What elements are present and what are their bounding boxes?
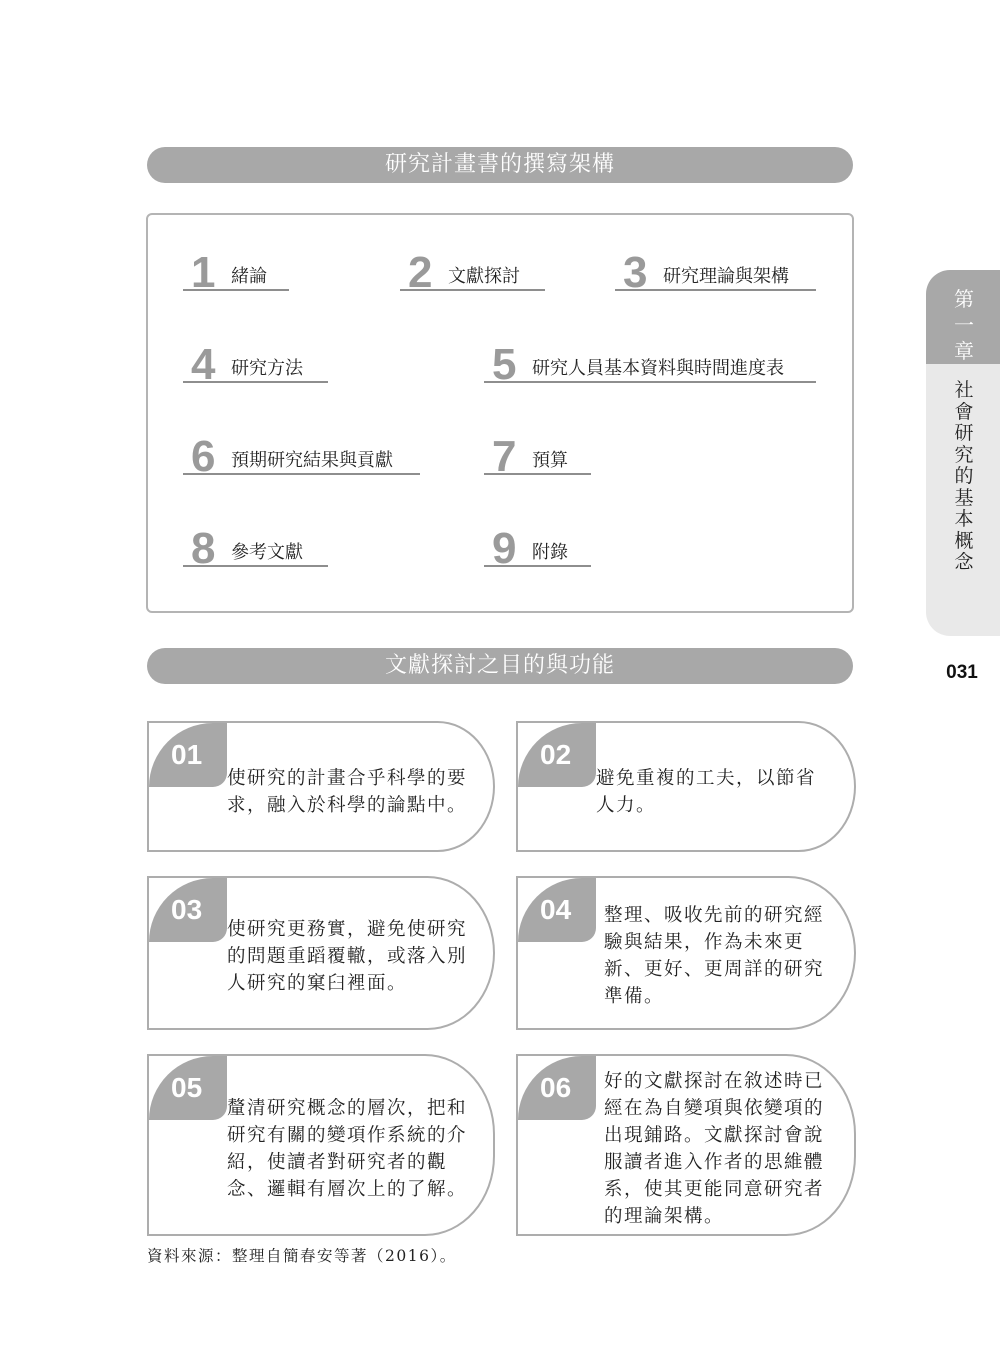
- card-number-badge: 06: [518, 1056, 596, 1120]
- chapter-side-tab: [926, 270, 1000, 636]
- outline-item: [615, 245, 816, 297]
- outline-item-number: 8: [191, 524, 216, 573]
- card-text: 使研究更務實，避免使研究 的問題重蹈覆轍，或落入別 人研究的窠臼裡面。: [227, 919, 468, 994]
- card-number-badge: 02: [518, 723, 596, 787]
- outline-item: [484, 521, 591, 573]
- purpose-card: [516, 721, 856, 852]
- purpose-card: [147, 876, 495, 1030]
- section-title-banner: 研究計畫書的撰寫架構: [147, 147, 853, 183]
- outline-item: [183, 429, 420, 481]
- outline-item-number: 4: [191, 340, 216, 389]
- purpose-card: [516, 876, 856, 1030]
- outline-item-label: 研究人員基本資料與時間進度表: [532, 358, 784, 379]
- outline-item-number: 2: [408, 248, 433, 297]
- purpose-card: [516, 1054, 856, 1236]
- card-text: 使研究的計畫合乎科學的要 求，融入於科學的論點中。: [227, 768, 468, 816]
- page-number: 031: [946, 662, 978, 683]
- outline-item-number: 9: [492, 524, 517, 573]
- card-number-badge: 04: [518, 878, 596, 942]
- outline-item-label: 預期研究結果與貢獻: [231, 450, 393, 471]
- outline-item-label: 附錄: [532, 542, 568, 563]
- outline-item: [183, 245, 289, 297]
- purpose-card: [147, 721, 495, 852]
- outline-item: [183, 521, 328, 573]
- outline-item: [484, 337, 816, 389]
- outline-item: [484, 429, 591, 481]
- outline-item: [400, 245, 545, 297]
- outline-item-number: 3: [623, 248, 648, 297]
- card-number-badge: 01: [149, 723, 227, 787]
- card-text: 整理、吸收先前的研究經 驗與結果，作為未來更 新、更好、更周詳的研究 準備。: [604, 905, 825, 1007]
- outline-item-number: 7: [492, 432, 517, 481]
- outline-item-number: 1: [191, 248, 216, 297]
- outline-item-number: 5: [492, 340, 517, 389]
- outline-item-label: 預算: [532, 450, 568, 471]
- card-text: 避免重複的工夫，以節省 人力。: [596, 768, 817, 816]
- outline-item-label: 研究方法: [231, 358, 303, 379]
- purpose-card: [147, 1054, 495, 1236]
- card-text: 好的文獻探討在敘述時已 經在為自變項與依變項的 出現鋪路。文獻探討會說 服讀者進入作者的思維體 系，使其更能同意研究者 的理論架構。: [604, 1071, 825, 1227]
- outline-item-label: 文獻探討: [448, 266, 520, 287]
- outline-item-label: 緒論: [231, 266, 267, 287]
- outline-item: [183, 337, 328, 389]
- outline-item-number: 6: [191, 432, 216, 481]
- outline-item-label: 研究理論與架構: [663, 266, 789, 287]
- chapter-label: 第 一 章: [926, 270, 1000, 364]
- outline-item-label: 參考文獻: [231, 542, 303, 563]
- chapter-title: 社 會 研 究 的 基 本 概 念: [954, 379, 974, 573]
- card-text: 釐清研究概念的層次，把和 研究有關的變項作系統的介 紹，使讀者對研究者的觀 念、邏輯有層次上的了解。: [227, 1098, 468, 1200]
- section-title-banner: 文獻探討之目的與功能: [147, 648, 853, 684]
- source-note: 資料來源：整理自簡春安等著（2016）。: [147, 1247, 457, 1265]
- card-number-badge: 03: [149, 878, 227, 942]
- card-number-badge: 05: [149, 1056, 227, 1120]
